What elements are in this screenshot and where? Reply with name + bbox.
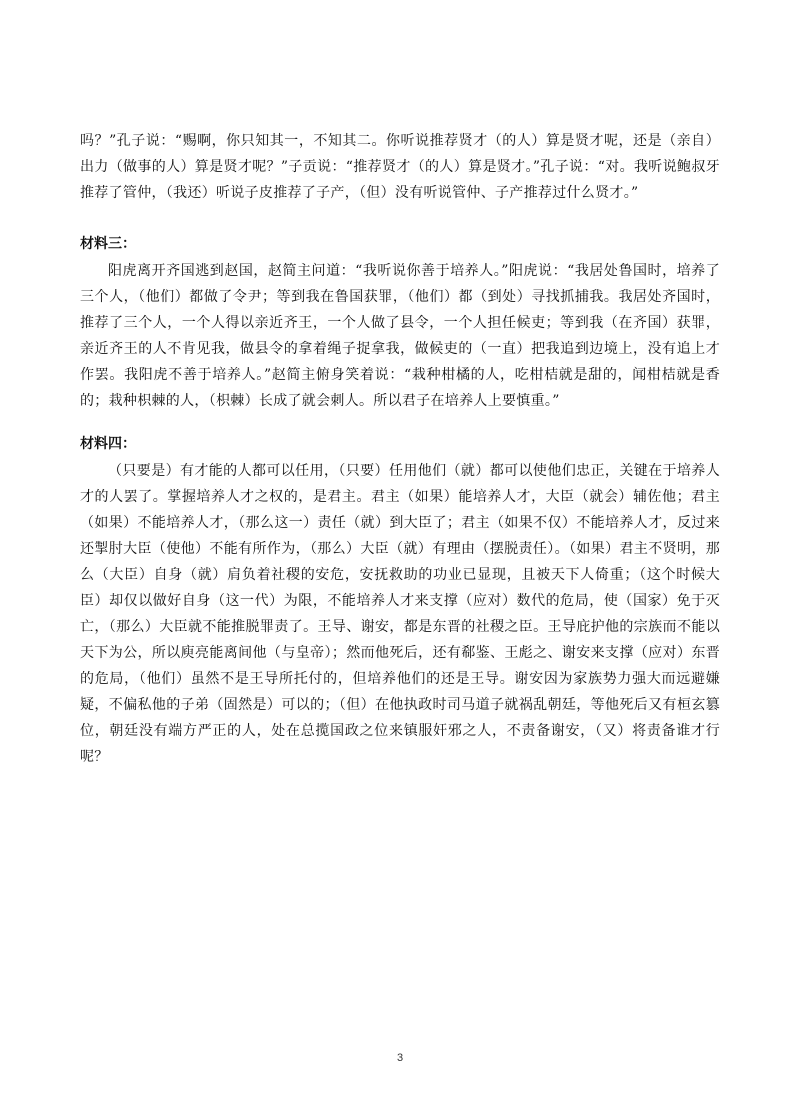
material-4-section	[80, 458, 720, 770]
material-4-paragraph: （只要是）有才能的人都可以任用，（只要）任用他们（就）都可以使他们忠正，关键在于培养人才的人罢了。掌握培养人才之权的，是君主。君主（如果）能培养人才，大臣（就会）辅佐他；君主（如果）不能培养人才，（那么这一）责任（就）到大臣了；君主（如果不仅）不能培养人才，反过来还掣肘大臣（使他）不能有所作为，（那么）大臣（就）有理由（摆脱责任）。（如果）君主不贤明，那么（大臣）自身（就）肩负着社稷的安危，安抚救助的功业已显现，且被天下人倚重；（这个时候大臣）却仅以做好自身（这一代）为限，不能培养人才来支撑（应对）数代的危局，使（国家）免于灭亡，（那么）大臣就不能推脱罪责了。王导、谢安，都是东晋的社稷之臣。王导庇护他的宗族而不能以天下为公，所以庾亮能离间他（与皇帝）；然而他死后，还有郗鉴、王彪之、谢安来支撑（应对）东晋的危局，（他们）虽然不是王导所托付的，但培养他们的还是王导。谢安因为家族势力强大而远避嫌疑，不偏私他的子弟（固然是）可以的；（但）在他执政时司马道子就祸乱朝廷，等他死后又有桓玄篡位，朝廷没有端方严正的人，处在总揽国政之位来镇服奸邪之人，不责备谢安，（又）将责备谁才行呢？	[80, 463, 720, 765]
material-4-heading: 材料四：	[80, 436, 136, 452]
material-2-continued	[80, 128, 720, 206]
material-2-paragraph: 吗？”孔子说：“赐啊，你只知其一，不知其二。你听说推荐贤才（的人）算是贤才呢，还是（亲自）出力（做事的人）算是贤才呢？”子贡说：“推荐贤才（的人）算是贤才。”孔子说：“对。我听说鲍叔牙推荐了管仲，（我还）听说子皮推荐了子产，（但）没有听说管仲、子产推荐过什么贤才。”	[80, 133, 720, 201]
material-3-paragraph: 阳虎离开齐国逃到赵国，赵简主问道：“我听说你善于培养人。”阳虎说：“我居处鲁国时，培养了三个人，（他们）都做了令尹；等到我在鲁国获罪，（他们）都（到处）寻找抓捕我。我居处齐国时，推荐了三个人，一个人得以亲近齐王，一个人做了县令，一个人担任候吏；等到我（在齐国）获罪，亲近齐王的人不肯见我，做县令的拿着绳子捉拿我，做候吏的（一直）把我追到边境上，没有追上才作罢。我阳虎不善于培养人。”赵简主俯身笑着说：“栽种柑橘的人，吃柑桔就是甜的，闻柑桔就是香的；栽种枳棘的人，（枳棘）长成了就会刺人。所以君子在培养人上要慎重。”	[80, 263, 720, 409]
material-3-section	[80, 258, 720, 414]
page-number: 3	[396, 1052, 404, 1064]
material-3-heading: 材料三：	[80, 236, 136, 252]
